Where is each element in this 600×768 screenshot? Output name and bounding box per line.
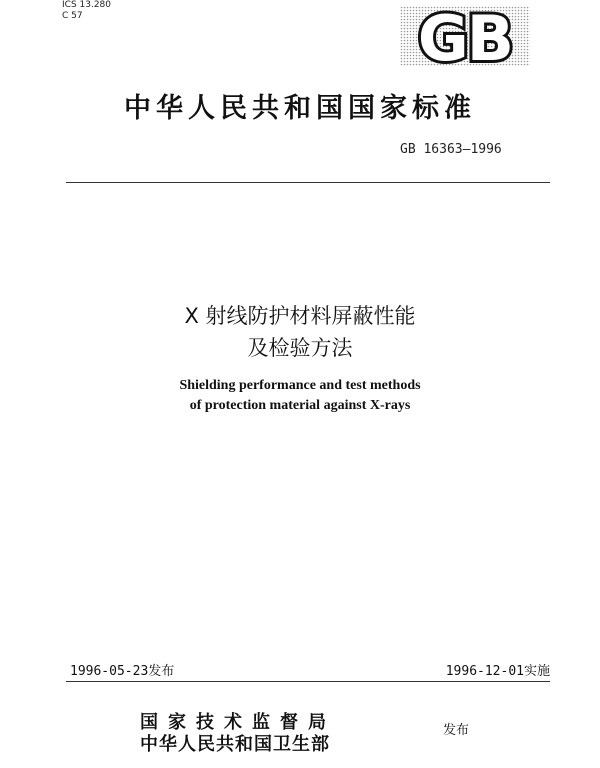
title-zh-line1: X 射线防护材料屏蔽性能 <box>184 304 416 328</box>
classification-code: C 57 <box>62 11 83 21</box>
title-en-line1: Shielding performance and test methods <box>179 378 421 393</box>
publisher-line1: 国家技术监督局 <box>140 712 336 733</box>
svg-text:GB: GB <box>417 6 513 66</box>
footer-divider <box>66 681 550 682</box>
issue-date: 1996-05-23发布 <box>70 664 175 679</box>
title-zh-line2: 及检验方法 <box>247 336 353 360</box>
header-divider <box>66 182 550 183</box>
gb-logo <box>400 6 530 66</box>
ics-code: ICS 13.280 <box>62 0 112 10</box>
standard-name: 中华人民共和国国家标准 <box>124 93 476 124</box>
implementation-date: 1996-12-01实施 <box>445 664 550 679</box>
publish-label: 发布 <box>443 723 470 738</box>
publisher-line2: 中华人民共和国卫生部 <box>140 734 330 755</box>
standard-number: GB 16363—1996 <box>400 142 502 157</box>
title-en-line2: of protection material against X-rays <box>189 398 411 413</box>
